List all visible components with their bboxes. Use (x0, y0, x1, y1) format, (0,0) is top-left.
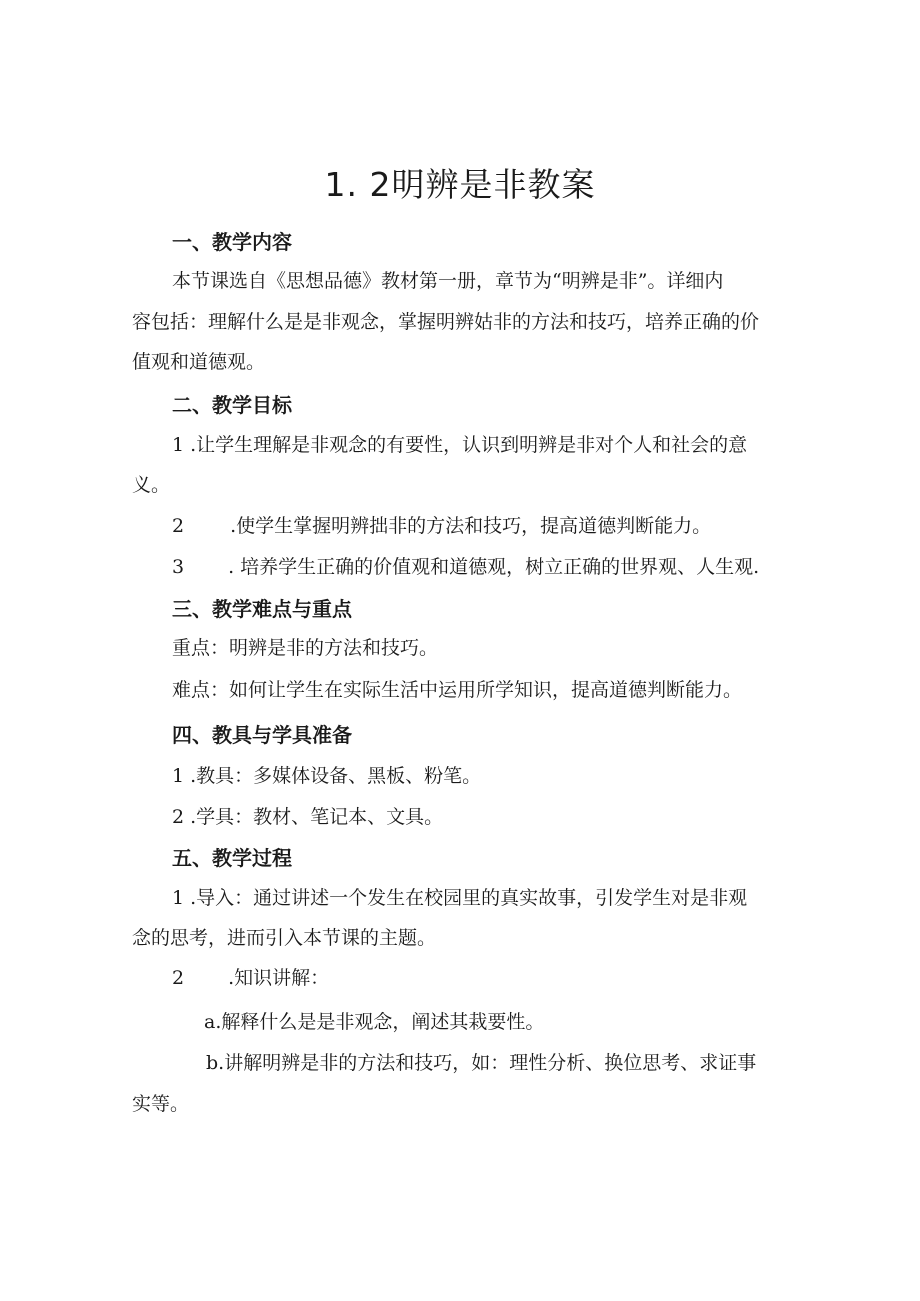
list-item-text: .知识讲解： (228, 967, 330, 989)
list-item-line: 1 .让学生理解是非观念的有要性，认识到明辨是非对个人和社会的意 (172, 434, 748, 456)
section-heading-objectives: 二、教学目标 (172, 393, 292, 417)
list-item-line: 念的思考，进而引入本节课的主题。 (132, 927, 437, 949)
list-item (172, 547, 759, 587)
list-item-line: 1 .导入：通过讲述一个发生在校园里的真实故事，引发学生对是非观 (172, 887, 748, 909)
section-heading-materials: 四、教具与学具准备 (172, 723, 352, 747)
list-number: 2 (172, 967, 185, 989)
paragraph-line: 容包括：理解什么是是非观念，掌握明辨姑非的方法和技巧，培养正确的价 (132, 311, 760, 333)
sub-item-line: 实等。 (132, 1093, 190, 1115)
difficulty-line: 难点：如何让学生在实际生活中运用所学知识，提高道德判断能力。 (172, 679, 743, 701)
list-number: 2 (172, 515, 185, 537)
list-item-text: .使学生掌握明辨拙非的方法和技巧，提高道德判断能力。 (230, 515, 712, 537)
list-item: 1 .教具：多媒体设备、黑板、粉笔。 (172, 765, 482, 787)
list-item: 2 .学具：教材、笔记本、文具。 (172, 806, 444, 828)
key-point-line: 重点：明辨是非的方法和技巧。 (172, 637, 439, 659)
list-item (172, 958, 329, 998)
list-item-line: 义。 (132, 474, 171, 496)
sub-item-line: b.讲解明辨是非的方法和技巧，如：理性分析、换位思考、求证事 (206, 1052, 757, 1074)
section-heading-content: 一、教学内容 (172, 230, 292, 254)
section-heading-process: 五、教学过程 (172, 846, 292, 870)
paragraph-line: 本节课选自《思想品德》教材第一册，章节为“明辨是非”。详细内 (172, 270, 724, 292)
list-item-text: . 培养学生正确的价值观和道德观，树立正确的世界观、人生观. (228, 556, 760, 578)
section-heading-key-points: 三、教学难点与重点 (172, 597, 352, 621)
list-number: 3 (172, 556, 185, 578)
paragraph-line: 值观和道德观。 (132, 351, 266, 373)
sub-item: a.解释什么是是非观念，阐述其栽要性。 (204, 1011, 545, 1033)
page-title: 1. 2明辨是非教案 (324, 165, 596, 204)
list-item (172, 506, 711, 546)
